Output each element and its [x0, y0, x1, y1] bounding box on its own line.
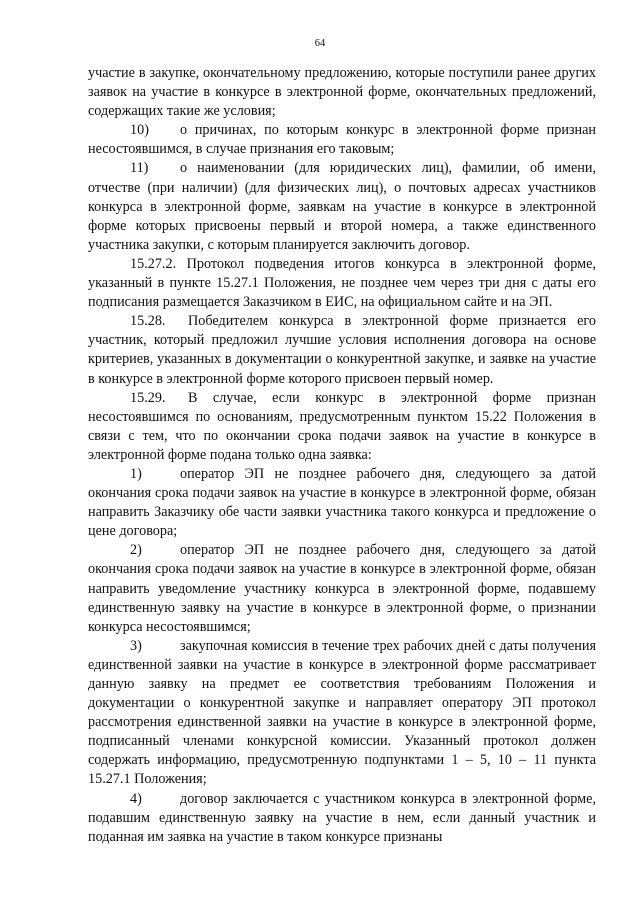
item-number: 11) — [130, 160, 149, 177]
document-body — [88, 64, 596, 847]
page-number: 64 — [314, 38, 326, 49]
item-number: 10) — [130, 122, 149, 139]
paragraph-text: о причинах, по которым конкурс в электронной форме признан несостоявшимся, в случае признания его таковым; — [88, 122, 596, 158]
paragraph-continuation — [88, 64, 596, 121]
paragraph-text: 15.27.2. Протокол подведения итогов конкурса в электронной форме, указанный в пункте 15.27.1 Положения, не позднее чем через три дня с даты его подписания размещается Заказчиком в ЕИС, на официальном сайте и на ЭП. — [88, 255, 596, 311]
paragraph-15-28 — [88, 312, 596, 388]
paragraph-text: оператор ЭП не позднее рабочего дня, следующего за датой окончания срока подачи заявок на участие в конкурсе в электронной форме, обязан направить уведомление участнику конкурса в электронной форме, подавшему единственную заявку на участие в конкурсе в электронной форме, о признании конкурса несостоявшимся; — [88, 542, 596, 635]
paragraph-item-11 — [88, 159, 596, 254]
paragraph-item-10 — [88, 121, 596, 159]
paragraph-text: договор заключается с участником конкурса в электронной форме, подавшим единственную заявку на участие в нем, если данный участник и поданная им заявка на участие в таком конкурсе признаны — [88, 790, 596, 845]
item-number: 15.28. — [130, 313, 166, 330]
paragraph-text: о наименовании (для юридических лиц), фамилии, об имени, отчестве (при наличии) (для физических лиц), о почтовых адресах участников конкурса в электронной форме, заявкам на участие в конкурсе в электронной форме которых присвоены первый и второй номера, а также единственного участника закупки, с которым планируется заключить договор. — [88, 160, 596, 253]
item-number: 1) — [130, 465, 142, 482]
paragraph-text: закупочная комиссия в течение трех рабочих дней с даты получения единственной заявки на участие в конкурсе в электронной форме рассматривает данную заявку на предмет ее соответствия требованиям Положения и документации о конкурентной закупке и направляет оператору ЭП протокол рассмотрения единственной заявки на участие в конкурсе в электронной форме, подписанный членами конкурсной комиссии. Указанный протокол должен содержать информацию, предусмотренную подпунктами 1 – 5, 10 – 11 пункта 15.27.1 Положения; — [88, 637, 596, 788]
item-number: 15.29. — [130, 389, 166, 406]
item-number: 4) — [130, 790, 142, 807]
item-number: 3) — [130, 637, 142, 654]
paragraph-item-1 — [88, 465, 596, 541]
item-number: 2) — [130, 542, 142, 559]
paragraph-15-29 — [88, 389, 596, 465]
paragraph-text: участие в закупке, окончательному предложению, которые поступили ранее других заявок на участие в конкурсе в электронной форме, окончательных предложений, содержащих такие же условия; — [88, 65, 596, 120]
paragraph-item-2 — [88, 541, 596, 636]
paragraph-item-3 — [88, 637, 596, 790]
paragraph-15-27-2 — [88, 255, 596, 312]
paragraph-item-4 — [88, 790, 596, 847]
paragraph-text: оператор ЭП не позднее рабочего дня, следующего за датой окончания срока подачи заявок на участие в конкурсе в электронной форме, обязан направить Заказчику обе части заявки участника такого конкурса и предложение о цене договора; — [88, 465, 596, 540]
paragraph-text: В случае, если конкурс в электронной форме признан несостоявшимся по основаниям, предусмотренным пунктом 15.22 Положения в связи с тем, что по окончании срока подачи заявок на участие в конкурсе в электронной форме подана только одна заявка: — [88, 389, 596, 463]
paragraph-text: Победителем конкурса в электронной форме признается его участник, который предложил лучшие условия исполнения договора на основе критериев, указанных в документации о конкурентной закупке, и заявке на участие в конкурсе в электронной форме которого присвоен первый номер. — [88, 313, 596, 387]
